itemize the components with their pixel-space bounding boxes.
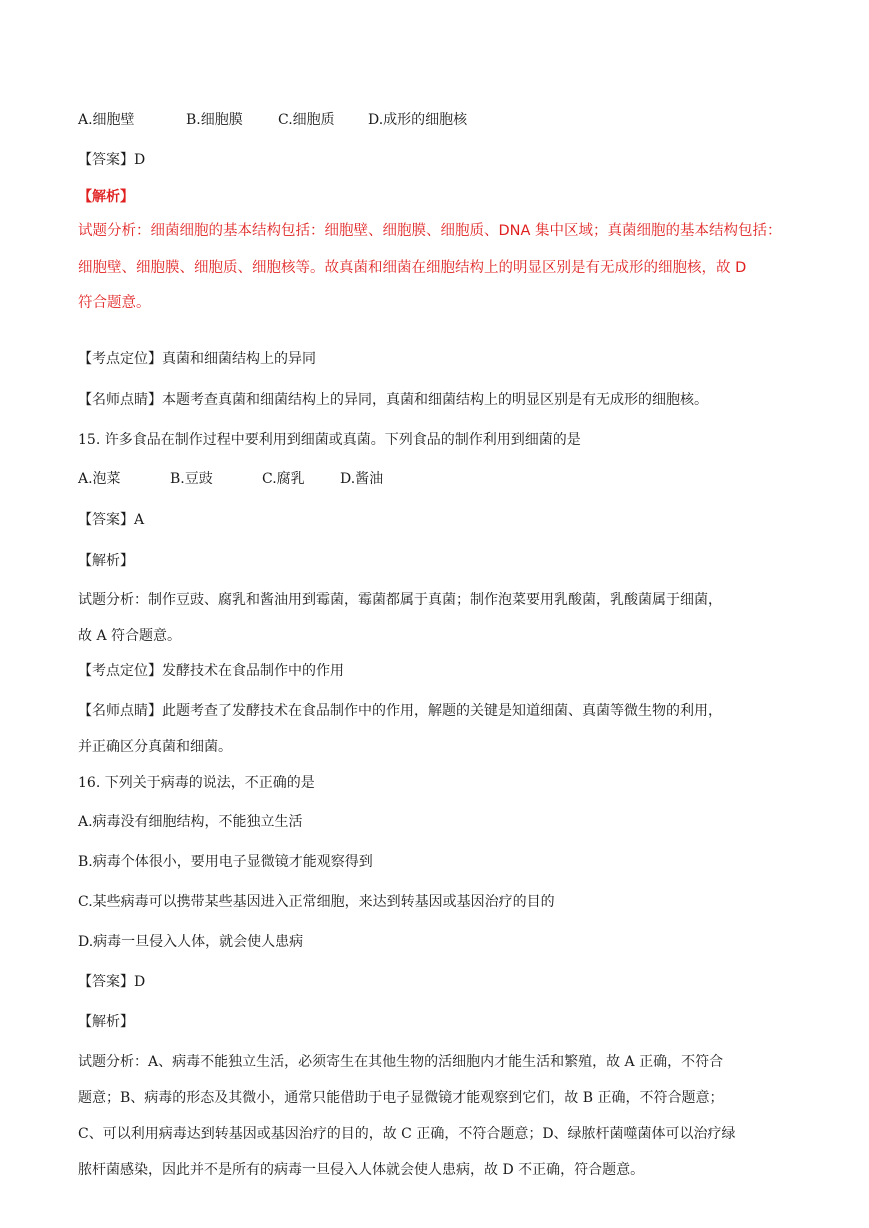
q16-option-a: A.病毒没有细胞结构，不能独立生活 [78, 814, 303, 830]
q14-answer: 【答案】D [78, 152, 146, 168]
q15-mingshi-line-2: 并正确区分真菌和细菌。 [78, 739, 232, 755]
q14-analysis-label: 【解析】 [78, 189, 134, 205]
q16-analysis-line-2: 题意；B、病毒的形态及其微小，通常只能借助于电子显微镜才能观察到它们，故 B 正确，不符合题意； [78, 1090, 724, 1106]
q16-question: 16. 下列关于病毒的说法，不正确的是 [78, 775, 315, 791]
q14-analysis-line-1: 试题分析：细菌细胞的基本结构包括：细胞壁、细胞膜、细胞质、DNA 集中区域；真菌细胞的基本结构包括： [78, 223, 782, 239]
q16-answer: 【答案】D [78, 974, 146, 990]
q16-option-c: C.某些病毒可以携带某些基因进入正常细胞，来达到转基因或基因治疗的目的 [78, 894, 555, 910]
q15-answer: 【答案】A [78, 512, 145, 528]
q16-option-b: B.病毒个体很小，要用电子显微镜才能观察得到 [78, 854, 373, 870]
q15-question: 15. 许多食品在制作过程中要利用到细菌或真菌。下列食品的制作利用到细菌的是 [78, 432, 581, 448]
q15-analysis-label: 【解析】 [78, 553, 134, 569]
q14-analysis-line-3: 符合题意。 [78, 295, 151, 311]
q16-analysis-label: 【解析】 [78, 1014, 134, 1030]
q16-analysis-line-1: 试题分析：A、病毒不能独立生活，必须寄生在其他生物的活细胞内才能生活和繁殖，故 A 正确，不符合 [78, 1054, 724, 1070]
q15-option-c: C.腐乳 [262, 471, 305, 487]
q15-analysis-line-1: 试题分析：制作豆豉、腐乳和酱油用到霉菌，霉菌都属于真菌；制作泡菜要用乳酸菌，乳酸菌属于细菌， [78, 592, 722, 608]
q16-analysis-line-3: C、可以利用病毒达到转基因或基因治疗的目的，故 C 正确，不符合题意；D、绿脓杆菌噬菌体可以治疗绿 [78, 1126, 736, 1142]
q14-analysis-line-2: 细胞壁、细胞膜、细胞质、细胞核等。故真菌和细菌在细胞结构上的明显区别是有无成形的细胞核，故 D [78, 260, 747, 276]
q14-options-row [78, 111, 467, 129]
q15-option-a: A.泡菜 [78, 471, 121, 487]
q16-option-d: D.病毒一旦侵入人体，就会使人患病 [78, 934, 304, 950]
q15-options-row [78, 470, 383, 488]
q15-option-b: B.豆豉 [170, 471, 213, 487]
q15-option-d: D.酱油 [340, 471, 384, 487]
q14-option-d: D.成形的细胞核 [368, 112, 468, 128]
q14-option-b: B.细胞膜 [186, 112, 243, 128]
q15-analysis-line-2: 故 A 符合题意。 [78, 628, 182, 644]
q14-option-a: A.细胞壁 [78, 112, 135, 128]
q16-analysis-line-4: 脓杆菌感染，因此并不是所有的病毒一旦侵入人体就会使人患病，故 D 不正确，符合题意。 [78, 1162, 645, 1178]
q14-option-c: C.细胞质 [278, 112, 335, 128]
q15-kaodian: 【考点定位】发酵技术在食品制作中的作用 [78, 663, 344, 679]
q15-mingshi-line-1: 【名师点睛】此题考查了发酵技术在食品制作中的作用，解题的关键是知道细菌、真菌等微生物的利用， [78, 703, 722, 719]
q14-kaodian: 【考点定位】真菌和细菌结构上的异同 [78, 351, 316, 367]
q14-mingshi: 【名师点睛】本题考查真菌和细菌结构上的异同，真菌和细菌结构上的明显区别是有无成形的细胞核。 [78, 392, 708, 408]
